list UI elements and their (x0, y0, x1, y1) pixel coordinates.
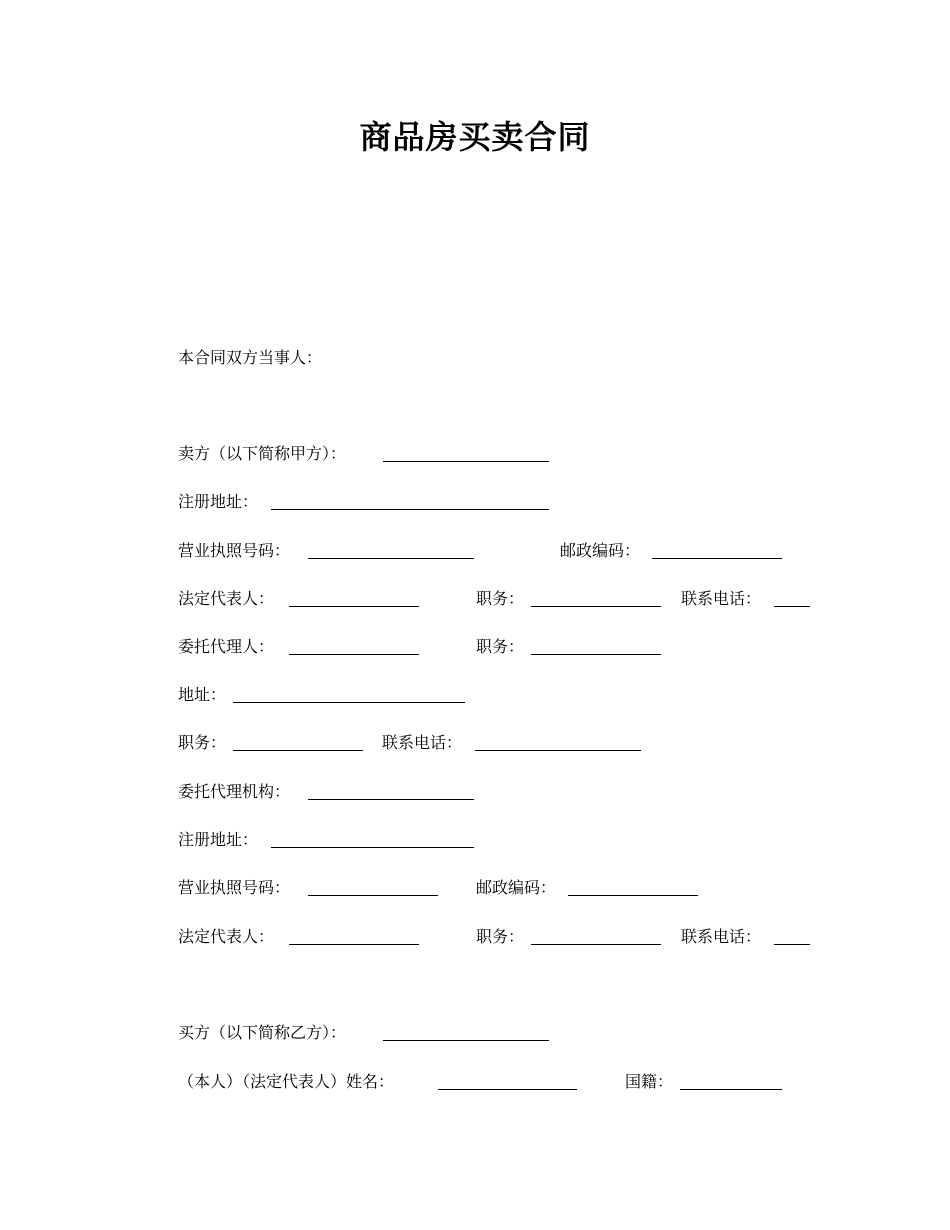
seller-agent-label: 委托代理人： (178, 637, 275, 656)
page-title: 商品房买卖合同 (359, 118, 591, 156)
agency-reg-address-blank[interactable] (271, 847, 474, 848)
seller-agent-blank[interactable] (289, 654, 419, 655)
seller-reg-address-label: 注册地址： (178, 492, 259, 511)
seller-address-label: 地址： (178, 685, 227, 704)
agency-postcode-blank[interactable] (568, 895, 698, 896)
agency-legal-rep-blank[interactable] (289, 944, 419, 945)
seller-address-blank[interactable] (233, 702, 465, 703)
seller-phone-blank[interactable] (774, 606, 810, 607)
seller-heading: 卖方（以下简称甲方）： (178, 444, 347, 463)
agency-reg-address-label: 注册地址： (178, 830, 259, 849)
seller-legal-rep-label: 法定代表人： (178, 589, 275, 608)
seller-license-label: 营业执照号码： (178, 541, 291, 560)
seller-license-blank[interactable] (308, 558, 474, 559)
agency-license-blank[interactable] (308, 895, 438, 896)
seller-position2-blank[interactable] (233, 750, 363, 751)
buyer-nationality-label: 国籍： (625, 1072, 674, 1091)
agency-phone-blank[interactable] (774, 944, 810, 945)
seller-postcode-blank[interactable] (652, 558, 782, 559)
seller-reg-address-blank[interactable] (271, 509, 549, 510)
seller-agent-position-blank[interactable] (531, 654, 661, 655)
buyer-nationality-blank[interactable] (680, 1089, 782, 1090)
agency-license-label: 营业执照号码： (178, 878, 291, 897)
seller-position2-label: 职务： (178, 733, 227, 752)
seller-agent-position-label: 职务： (476, 637, 525, 656)
agency-postcode-label: 邮政编码： (476, 878, 557, 897)
buyer-heading: 买方（以下简称乙方）： (178, 1023, 347, 1042)
agency-position-blank[interactable] (531, 944, 661, 945)
buyer-name-field-blank[interactable] (438, 1089, 577, 1090)
seller-name-blank[interactable] (383, 461, 549, 462)
agency-position-label: 职务： (476, 927, 525, 946)
seller-phone2-blank[interactable] (475, 750, 641, 751)
seller-position-label: 职务： (476, 589, 525, 608)
buyer-name-blank[interactable] (383, 1040, 549, 1041)
seller-legal-rep-blank[interactable] (289, 606, 419, 607)
agency-phone-label: 联系电话： (681, 927, 762, 946)
intro-text: 本合同双方当事人： (178, 348, 323, 367)
seller-phone2-label: 联系电话： (382, 733, 463, 752)
agency-label: 委托代理机构： (178, 782, 291, 801)
seller-postcode-label: 邮政编码： (560, 541, 641, 560)
agency-legal-rep-label: 法定代表人： (178, 927, 275, 946)
agency-blank[interactable] (308, 799, 474, 800)
seller-position-blank[interactable] (531, 606, 661, 607)
seller-phone-label: 联系电话： (681, 589, 762, 608)
buyer-name-label: （本人）（法定代表人）姓名： (178, 1072, 395, 1091)
